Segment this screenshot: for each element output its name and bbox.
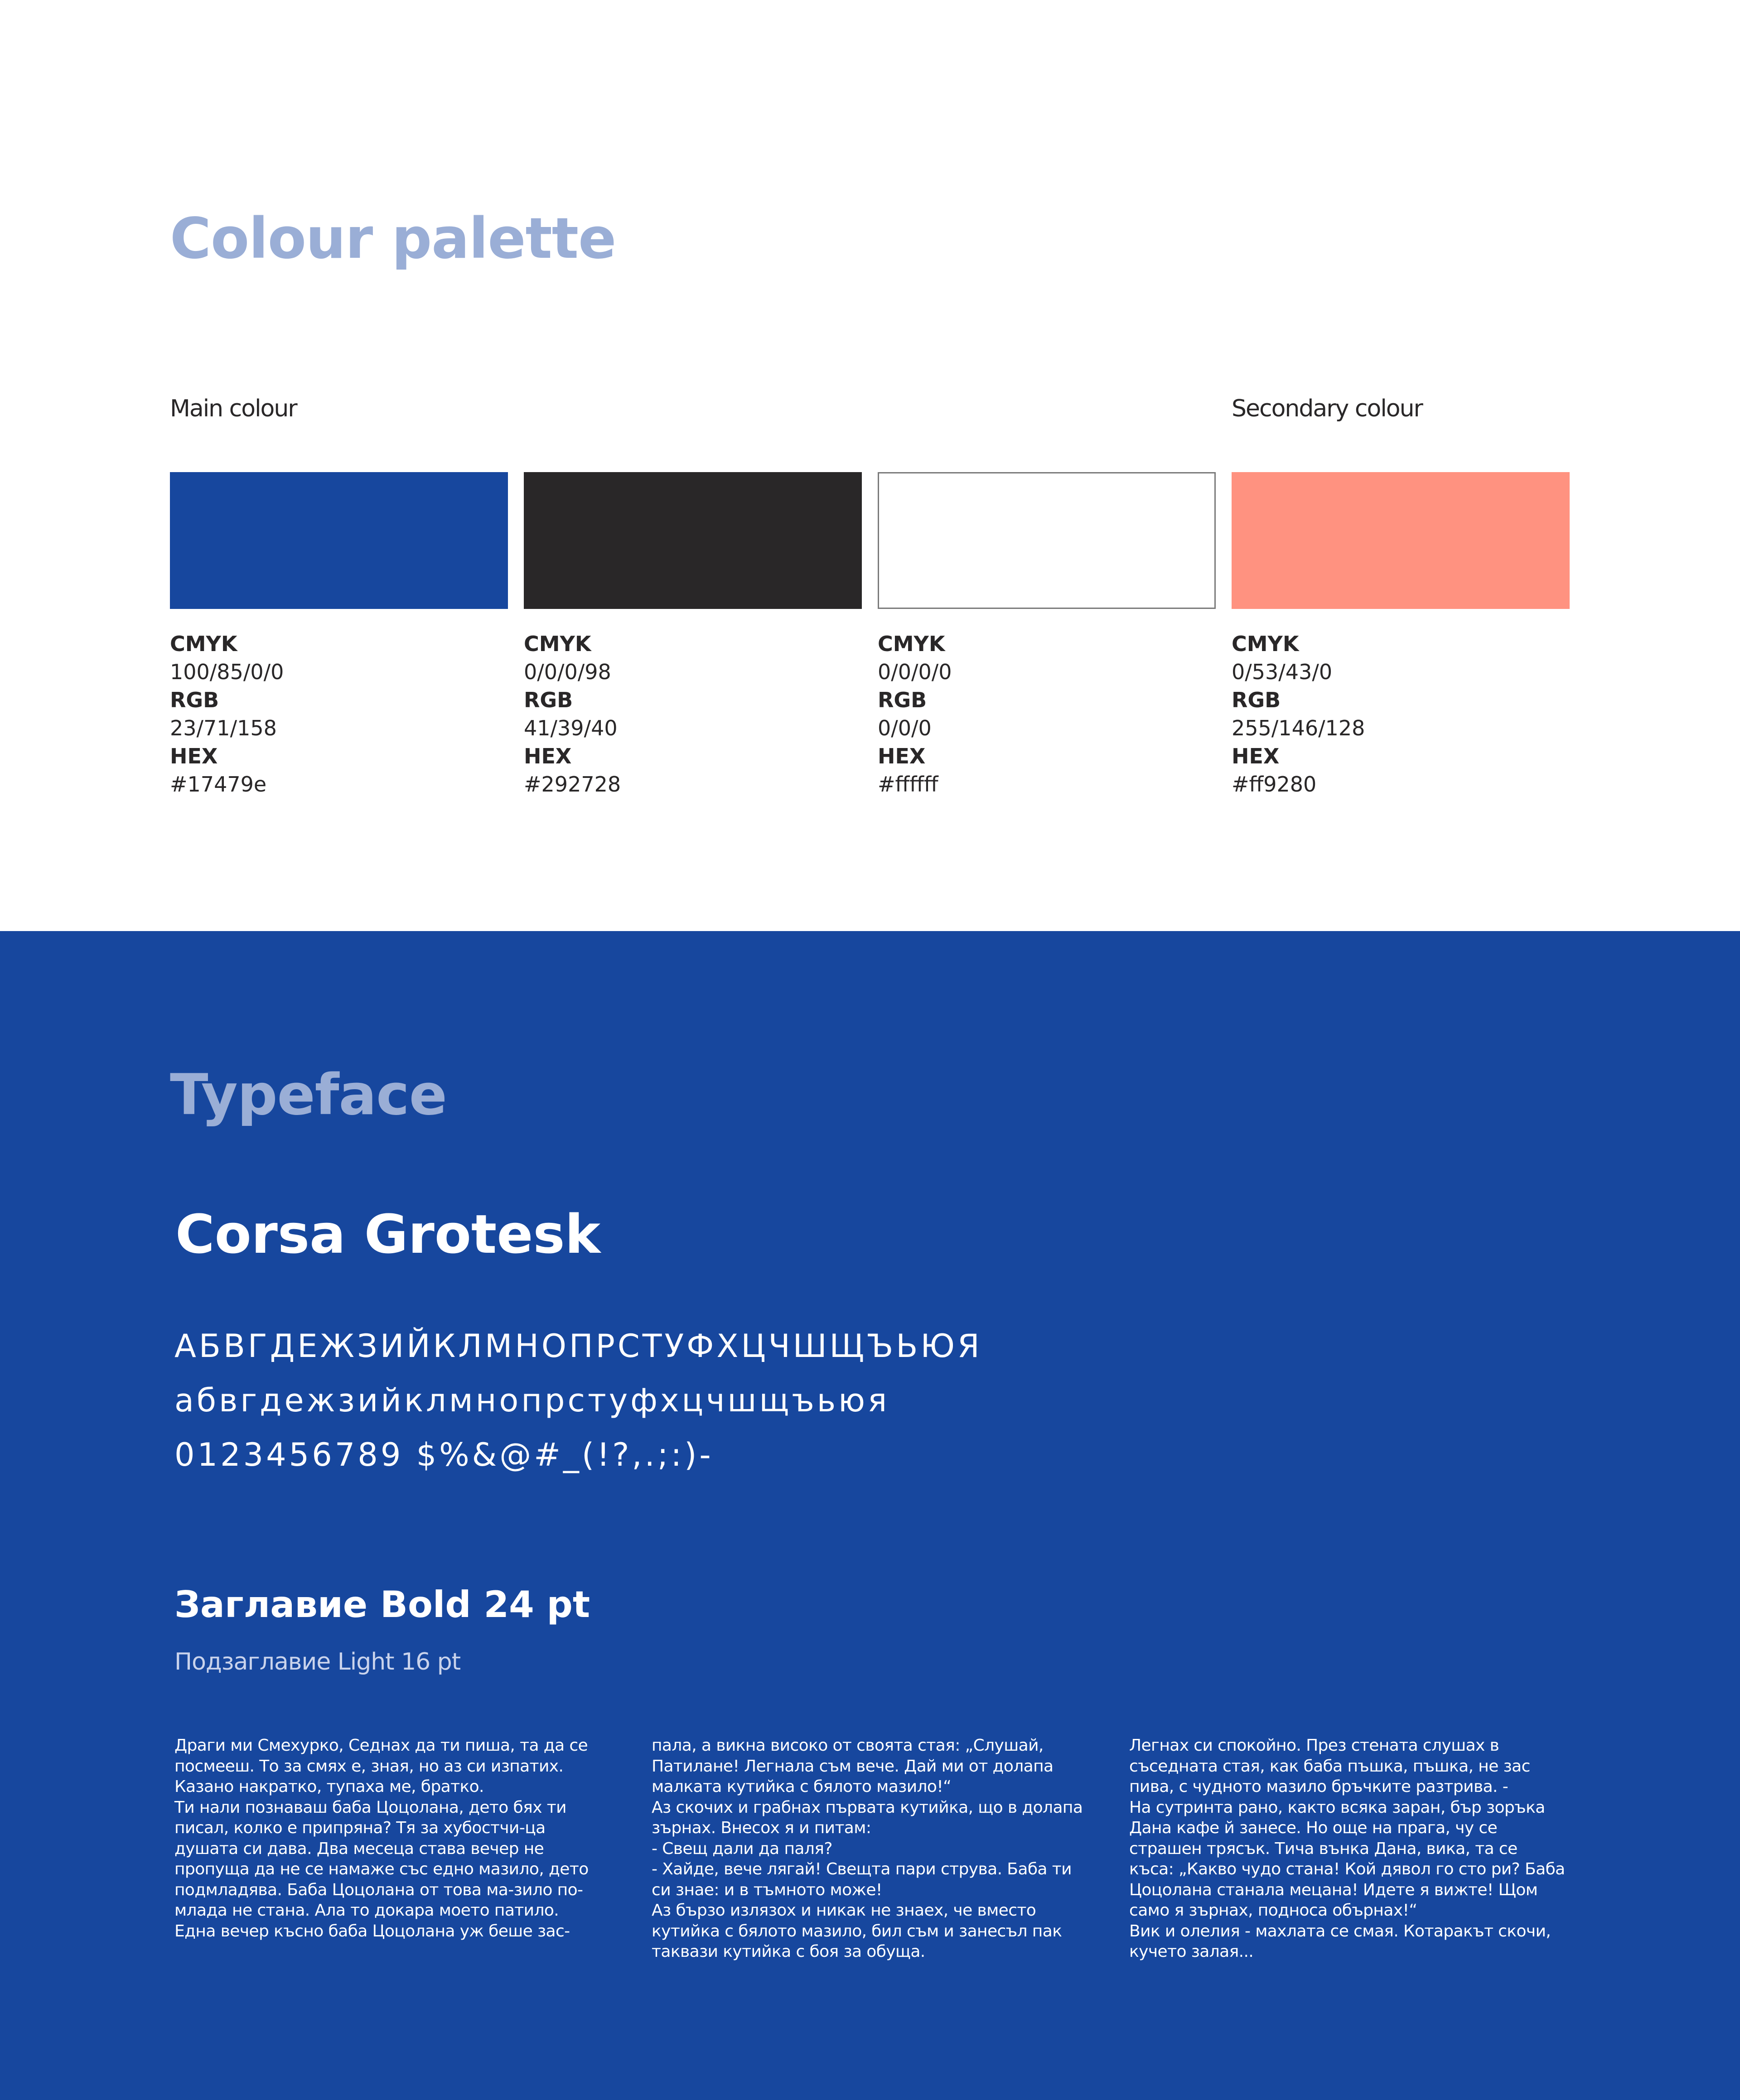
body-text-column-3 — [1129, 1735, 1566, 1962]
subheading-sample: Подзаглавие Light 16 pt — [174, 1648, 461, 1675]
swatch-dark — [524, 472, 862, 609]
rgb-value: 0/0/0 — [878, 716, 932, 740]
cmyk-label: CMYK — [170, 632, 237, 656]
hex-value: #292728 — [524, 772, 621, 797]
rgb-value: 255/146/128 — [1232, 716, 1365, 740]
swatch-coral — [1232, 472, 1570, 609]
typeface-section — [0, 931, 1740, 2100]
hex-value: #ff9280 — [1232, 772, 1317, 797]
color-spec-blue — [170, 630, 505, 798]
body-text: Драги ми Смехурко, Седнах да ти пиша, та да се посмееш. То за смях е, зная, но аз си изпатих. Казано накратко, тупаха ме, братко. Ти нали познаваш баба Цоцолана, дето бях ти писал, колко е припряна? Тя за хубостчи-ца душата си дава. Два месеца става вечер не пропуща да не се намаже със едно мазило, дето подмладява. Баба Цоцолана от това ма-зило по-млада не стана. Ала то докара моето патило. Една вечер късно баба Цоцолана уж беше зас- — [174, 1736, 589, 1941]
typeface-title: Typeface — [170, 1062, 447, 1128]
hex-label: HEX — [1232, 744, 1280, 768]
swatch-white — [878, 472, 1216, 609]
body-text: Легнах си спокойно. През стената слушах в съседната стая, как баба пъшка, пъшка, не зас пива, с чудното мазило бръчките разтрива. - На сутринта рано, както всяка заран, бър зоръка Дана кафе й занесе. Но още на прага, чу се страшен трясък. Тича вънка Дана, вика, та се къса: „Какво чудо стана! Кой дявол го сто ри? Баба Цоцолана станала мецана! Идете я вижте! Щом само я зърнах, подноса обърнах!“ Вик и олелия - махлата се смая. Котаракът скочи, кучето залая... — [1129, 1736, 1565, 1961]
cmyk-value: 0/53/43/0 — [1232, 660, 1333, 684]
uppercase-glyphs: АБВГДЕЖЗИЙКЛМНОПРСТУФХЦЧШЩЪЬЮЯ — [174, 1328, 982, 1365]
heading-sample: Заглавие Bold 24 pt — [174, 1583, 590, 1626]
cmyk-label: CMYK — [1232, 632, 1299, 656]
lowercase-glyphs: абвгдежзийклмнопрстуфхцчшщъьюя — [174, 1382, 890, 1419]
rgb-label: RGB — [170, 688, 219, 712]
rgb-value: 41/39/40 — [524, 716, 618, 740]
body-text-column-2 — [652, 1735, 1089, 1962]
rgb-label: RGB — [524, 688, 573, 712]
hex-label: HEX — [878, 744, 926, 768]
swatch-blue — [170, 472, 508, 609]
color-spec-dark — [524, 630, 859, 798]
hex-label: HEX — [524, 744, 572, 768]
color-spec-white — [878, 630, 1213, 798]
cmyk-value: 100/85/0/0 — [170, 660, 284, 684]
numeral-glyphs: 0123456789 $%&@#_(!?,.;:)- — [174, 1436, 714, 1473]
colour-palette-section — [0, 0, 1740, 931]
main-colour-label: Main colour — [170, 395, 297, 422]
cmyk-value: 0/0/0/0 — [878, 660, 952, 684]
cmyk-label: CMYK — [524, 632, 591, 656]
rgb-label: RGB — [878, 688, 927, 712]
hex-value: #17479e — [170, 772, 267, 797]
hex-value: #ffffff — [878, 772, 938, 797]
cmyk-label: CMYK — [878, 632, 945, 656]
cmyk-value: 0/0/0/98 — [524, 660, 611, 684]
secondary-colour-label: Secondary colour — [1232, 395, 1422, 422]
rgb-value: 23/71/158 — [170, 716, 277, 740]
rgb-label: RGB — [1232, 688, 1281, 712]
palette-title: Colour palette — [170, 206, 616, 271]
font-name: Corsa Grotesk — [175, 1203, 601, 1265]
hex-label: HEX — [170, 744, 218, 768]
body-text-column-1 — [174, 1735, 612, 1941]
body-text: пала, а викна високо от своята стая: „Слушай, Патилане! Легнала съм вече. Дай ми от долапа малката кутийка с бялото мазило!“ Аз скочих и грабнах първата кутийка, що в долапа зърнах. Внесох я и питам: - Свещ дали да паля? - Хайде, вече лягай! Свещта пари струва. Баба ти си знае: и в тъмното може! Аз бързо излязох и никак не знаех, че вместо кутийка с бялото мазило, бил съм и занесъл пак таквази кутийка с боя за обуща. — [652, 1736, 1083, 1961]
color-spec-coral — [1232, 630, 1567, 798]
